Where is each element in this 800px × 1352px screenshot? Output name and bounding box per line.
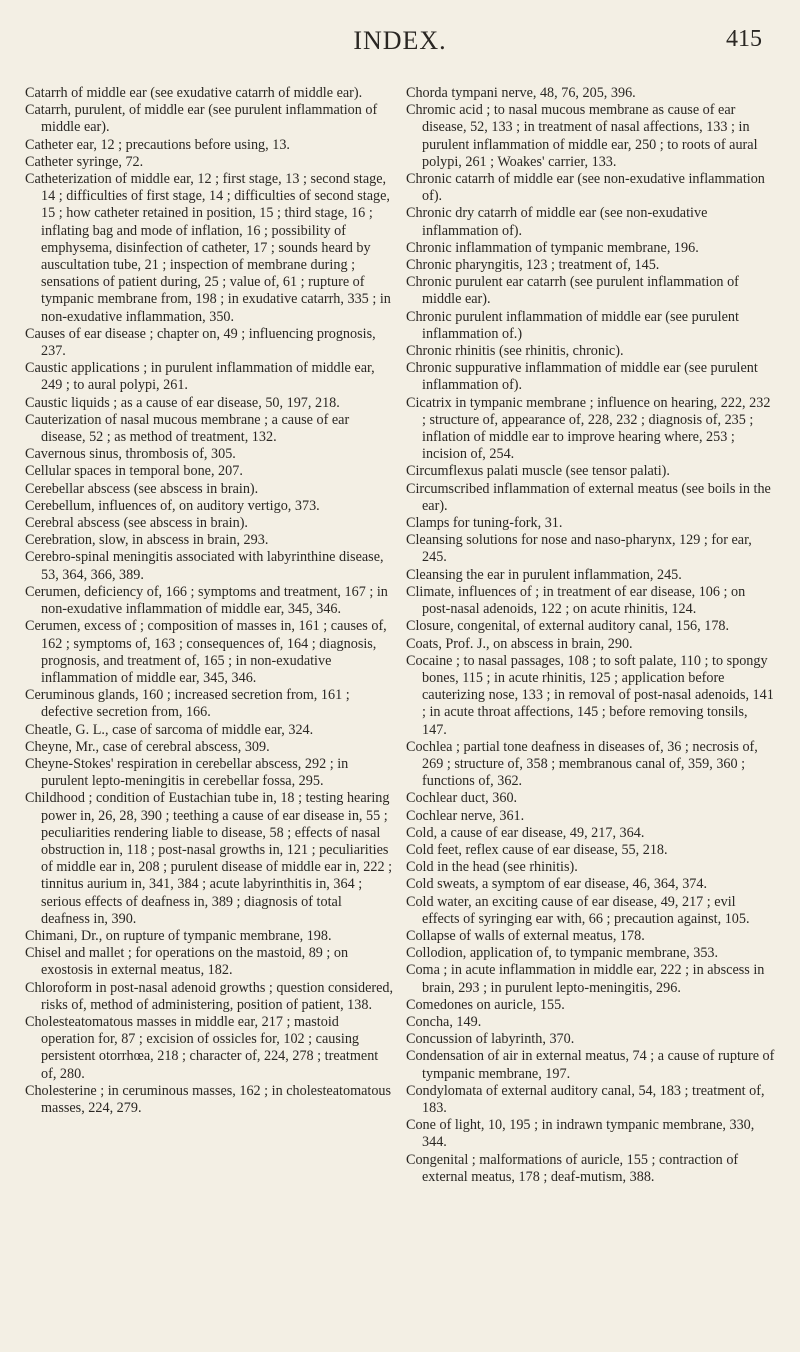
index-entry: Closure, congenital, of external auditory canal, 156, 178. bbox=[406, 618, 730, 635]
index-entry: Comedones on auricle, 155. bbox=[406, 996, 565, 1013]
index-entry: Cheyne, Mr., case of cerebral abscess, 309. bbox=[25, 738, 270, 755]
index-entry: Cold feet, reflex cause of ear disease, 55, 218. bbox=[406, 841, 668, 858]
index-entry: Catarrh of middle ear (see exudative catarrh of middle ear). bbox=[25, 85, 363, 101]
index-entry: Chronic rhinitis (see rhinitis, chronic). bbox=[406, 343, 624, 360]
index-entry: Cone of light, 10, 195 ; in indrawn tympanic membrane, 330, 344. bbox=[406, 1117, 755, 1151]
index-entry: Chronic suppurative inflammation of middle ear (see purulent inflammation of). bbox=[406, 360, 758, 394]
index-entry: Chronic pharyngitis, 123 ; treatment of, 145. bbox=[406, 257, 660, 274]
index-entry: Cochlear duct, 360. bbox=[406, 790, 518, 807]
index-entry: Ceruminous glands, 160 ; increased secretion from, 161 ; defective secretion from, 166. bbox=[25, 687, 350, 721]
index-entry: Cleansing the ear in purulent inflammation, 245. bbox=[406, 566, 682, 583]
index-entry: Chronic inflammation of tympanic membrane, 196. bbox=[406, 239, 699, 256]
index-entry: Concha, 149. bbox=[406, 1013, 482, 1030]
index-entry: Cerumen, deficiency of, 166 ; symptoms and treatment, 167 ; in non-exudative inflammation of middle ear, 345, 346. bbox=[25, 583, 388, 618]
index-entry: Cicatrix in tympanic membrane ; influence on hearing, 222, 232 ; structure of, appearance of, 228, 232 ; diagnosis of, 235 ; inflation of middle ear to improve hearing where, 253 ; incision of, 254. bbox=[406, 394, 771, 463]
index-entry: Chromic acid ; to nasal mucous membrane as cause of ear disease, 52, 133 ; in treatment of nasal affections, 133 ; in purulent inflammation of middle ear, 250 ; to roots of aural polypi, 261 ; Woakes' carrier, 133. bbox=[406, 102, 758, 170]
index-entry: Cerumen, excess of ; composition of masses in, 161 ; causes of, 162 ; symptoms of, 163 ; consequences of, 164 ; diagnosis, prognosis, and treatment of, 165 ; in non-exudative inflammation of middle ear, 345, 346. bbox=[25, 618, 387, 686]
index-entry: Chronic purulent inflammation of middle ear (see purulent inflammation of.) bbox=[406, 308, 739, 342]
index-entry: Cheatle, G. L., case of sarcoma of middle ear, 324. bbox=[25, 721, 314, 738]
index-entry: Collapse of walls of external meatus, 178. bbox=[406, 927, 645, 944]
index-entry: Catarrh, purulent, of middle ear (see purulent inflammation of middle ear). bbox=[25, 102, 378, 136]
index-entry: Chronic dry catarrh of middle ear (see non-exudative inflammation of). bbox=[406, 205, 708, 239]
index-entry: Chisel and mallet ; for operations on the mastoid, 89 ; on exostosis in external meatus, 182. bbox=[25, 945, 349, 979]
index-entry: Collodion, application of, to tympanic membrane, 353. bbox=[406, 945, 719, 962]
page-number: 415 bbox=[726, 26, 762, 52]
index-entry: Catheter ear, 12 ; precautions before using, 13. bbox=[25, 136, 290, 153]
index-entry: Childhood ; condition of Eustachian tube in, 18 ; testing hearing power in, 26, 28, 390 ; teething a cause of ear disease in, 55 ; peculiarities rendering liable to disease, 58 ; effects of nasal obstruction in, 118 ; post-nasal growths in, 121 ; peculiarities of middle ear in, 208 ; purulent disease of middle ear in, 222 ; tinnitus aurium in, 341, 384 ; acute labyrinthitis in, 364 ; serious effects of deafness in, 389 ; diagnosis of total deafness in, 390. bbox=[25, 790, 393, 927]
left-column bbox=[25, 85, 394, 1342]
index-entry: Cheyne-Stokes' respiration in cerebellar abscess, 292 ; in purulent lepto-meningitis in cerebellar fossa, 295. bbox=[25, 755, 349, 790]
index-entry: Condensation of air in external meatus, 74 ; a cause of rupture of tympanic membrane, 197. bbox=[406, 1048, 775, 1082]
index-entry: Cochlear nerve, 361. bbox=[406, 807, 525, 824]
index-entry: Chloroform in post-nasal adenoid growths ; question considered, risks of, method of administering, position of patient, 138. bbox=[25, 979, 394, 1013]
index-entry: Catheterization of middle ear, 12 ; first stage, 13 ; second stage, 14 ; difficulties of first stage, 14 ; difficulties of second stage, 15 ; how catheter retained in position, 15 ; third stage, 16 ; inflating bag and mode of inflation, 16 ; possibility of emphysema, disinfection of catheter, 17 ; sounds heard by auscultation tube, 21 ; inspection of membrane during ; sensations of patient during, 25 ; value of, 61 ; rupture of tympanic membrane from, 198 ; in exudative catarrh, 335 ; in non-exudative inflammation, 350. bbox=[25, 171, 391, 325]
index-entry: Cleansing solutions for nose and naso-pharynx, 129 ; for ear, 245. bbox=[406, 532, 752, 566]
right-column bbox=[406, 85, 775, 1342]
index-entry: Cerebellar abscess (see abscess in brain). bbox=[25, 480, 259, 497]
index-entry: Cerebration, slow, in abscess in brain, 293. bbox=[25, 532, 269, 549]
index-entry: Cholesteatomatous masses in middle ear, 217 ; mastoid operation for, 87 ; excision of ossicles for, 102 ; causing persistent otorrhœa, 218 ; character of, 224, 278 ; treatment of, 280. bbox=[25, 1013, 379, 1082]
index-entry: Cauterization of nasal mucous membrane ; a cause of ear disease, 52 ; as method of treatment, 132. bbox=[25, 411, 350, 446]
index-entry: Cold in the head (see rhinitis). bbox=[406, 859, 578, 876]
index-entry: Cocaine ; to nasal passages, 108 ; to soft palate, 110 ; to spongy bones, 115 ; in acute rhinitis, 125 ; application before cauterizing nose, 133 ; in removal of post-nasal adenoids, 141 ; in acute throat affections, 145 ; before removing tonsils, 147. bbox=[406, 652, 774, 738]
index-entry: Climate, influences of ; in treatment of ear disease, 106 ; on post-nasal adenoids, 122 ; on acute rhinitis, 124. bbox=[406, 583, 746, 618]
index-entry: Chronic purulent ear catarrh (see purulent inflammation of middle ear). bbox=[406, 274, 739, 308]
index-entry: Causes of ear disease ; chapter on, 49 ; influencing prognosis, 237. bbox=[25, 325, 376, 360]
index-entry: Cerebellum, influences of, on auditory vertigo, 373. bbox=[25, 497, 320, 514]
index-entry: Coats, Prof. J., on abscess in brain, 290. bbox=[406, 635, 633, 652]
index-entry: Circumflexus palati muscle (see tensor palati). bbox=[406, 463, 670, 480]
index-entry: Cavernous sinus, thrombosis of, 305. bbox=[25, 446, 236, 463]
index-entry: Cochlea ; partial tone deafness in diseases of, 36 ; necrosis of, 269 ; structure of, 358 ; membranous canal of, 359, 360 ; functions of, 362. bbox=[406, 738, 758, 790]
index-entry: Condylomata of external auditory canal, 54, 183 ; treatment of, 183. bbox=[406, 1082, 765, 1116]
index-entry: Cholesterine ; in ceruminous masses, 162 ; in cholesteatomatous masses, 224, 279. bbox=[25, 1082, 392, 1116]
index-entry: Concussion of labyrinth, 370. bbox=[406, 1031, 575, 1048]
index-entry: Chimani, Dr., on rupture of tympanic membrane, 198. bbox=[25, 927, 332, 944]
index-entry: Caustic liquids ; as a cause of ear disease, 50, 197, 218. bbox=[25, 394, 340, 411]
page-header bbox=[30, 26, 770, 66]
index-entry: Cold sweats, a symptom of ear disease, 46, 364, 374. bbox=[406, 876, 708, 893]
index-entry: Cold, a cause of ear disease, 49, 217, 364. bbox=[406, 824, 645, 841]
page-title: INDEX. bbox=[353, 26, 447, 55]
index-entry: Circumscribed inflammation of external meatus (see boils in the ear). bbox=[406, 480, 771, 514]
index-columns bbox=[25, 85, 775, 1342]
index-entry: Clamps for tuning-fork, 31. bbox=[406, 515, 563, 532]
index-entry: Congenital ; malformations of auricle, 155 ; contraction of external meatus, 178 ; deaf-mutism, 388. bbox=[406, 1151, 739, 1185]
index-entry: Cerebro-spinal meningitis associated with labyrinthine disease, 53, 364, 366, 389. bbox=[25, 549, 384, 583]
index-entry: Chorda tympani nerve, 48, 76, 205, 396. bbox=[406, 85, 636, 101]
index-entry: Caustic applications ; in purulent inflammation of middle ear, 249 ; to aural polypi, 261. bbox=[25, 360, 375, 394]
index-entry: Chronic catarrh of middle ear (see non-exudative inflammation of). bbox=[406, 171, 765, 205]
index-entry: Cold water, an exciting cause of ear disease, 49, 217 ; evil effects of syringing ear with, 66 ; precaution against, 105. bbox=[406, 893, 750, 927]
index-entry: Catheter syringe, 72. bbox=[25, 153, 144, 170]
index-entry: Coma ; in acute inflammation in middle ear, 222 ; in abscess in brain, 293 ; in purulent lepto-meningitis, 296. bbox=[406, 962, 765, 996]
index-entry: Cellular spaces in temporal bone, 207. bbox=[25, 463, 243, 480]
index-entry: Cerebral abscess (see abscess in brain). bbox=[25, 515, 248, 532]
